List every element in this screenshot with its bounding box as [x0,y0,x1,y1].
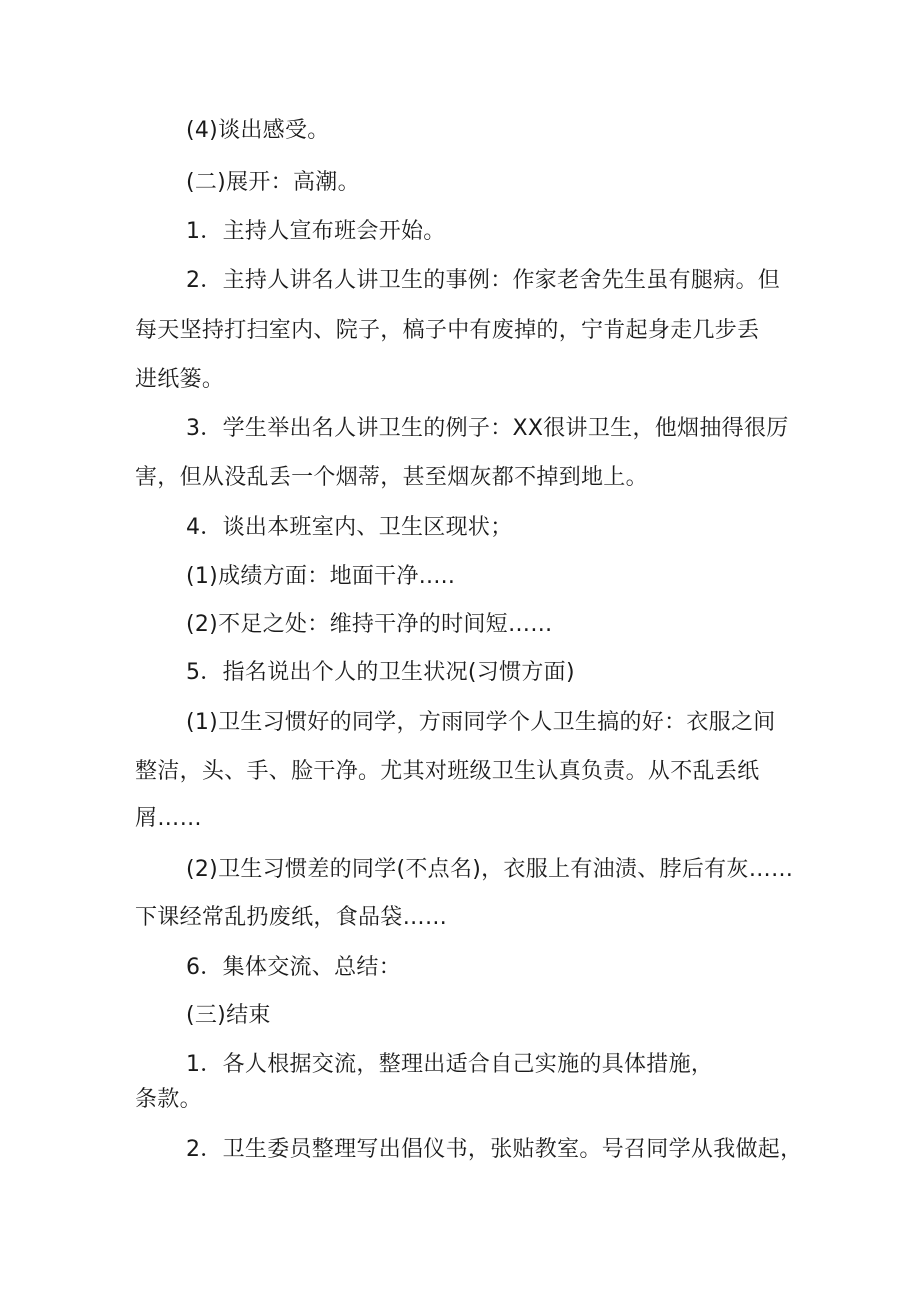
paragraph-famous-example-line2: 每天坚持打扫室内、院子，槁子中有废掉的，宁肯起身走几步丢 [135,318,760,343]
section-heading-climax: (二)展开：高潮。 [186,170,360,195]
paragraph-student-example-line2: 害，但从没乱丢一个烟蒂，甚至烟灰都不掉到地上。 [135,465,648,490]
section-heading-ending: (三)结束 [186,1003,271,1028]
paragraph-good-habits-line2: 整洁，头、手、脸干净。尤其对班级卫生认真负责。从不乱丢纸 [135,759,760,784]
paragraph-proposal: 2．卫生委员整理写出倡仪书，张贴教室。号召同学从我做起， [186,1137,803,1162]
paragraph-bad-habits-line2: 下课经常乱扔废纸，食品袋…… [135,905,448,930]
paragraph-famous-example-line3: 进纸篓。 [135,367,225,392]
paragraph-class-status: 4．谈出本班室内、卫生区现状； [186,515,513,540]
paragraph-measures-line2: 条款。 [135,1087,202,1112]
paragraph-student-example-line1: 3．学生举出名人讲卫生的例子：XX很讲卫生，他烟抽得很厉 [186,416,789,441]
paragraph-measures-line1: 1．各人根据交流，整理出适合自己实施的具体措施， [186,1052,714,1077]
paragraph-achievements: (1)成绩方面：地面干净..... [186,564,456,589]
paragraph-good-habits-line3: 屑…… [135,806,202,831]
paragraph-good-habits-line1: (1)卫生习惯好的同学，方雨同学个人卫生搞的好：衣服之间 [186,710,776,735]
paragraph-group-summary: 6．集体交流、总结： [186,955,401,980]
paragraph-bad-habits-line1: (2)卫生习惯差的同学(不点名)，衣服上有油渍、脖后有灰…… [186,857,794,882]
paragraph-shortcomings: (2)不足之处：维持干净的时间短…… [186,612,553,637]
paragraph-personal-hygiene: 5．指名说出个人的卫生状况(习惯方面) [186,660,575,685]
paragraph-host-announces: 1．主持人宣布班会开始。 [186,219,446,244]
paragraph-feelings: (4)谈出感受。 [186,118,330,143]
paragraph-famous-example-line1: 2．主持人讲名人讲卫生的事例：作家老舍先生虽有腿病。但 [186,268,781,293]
